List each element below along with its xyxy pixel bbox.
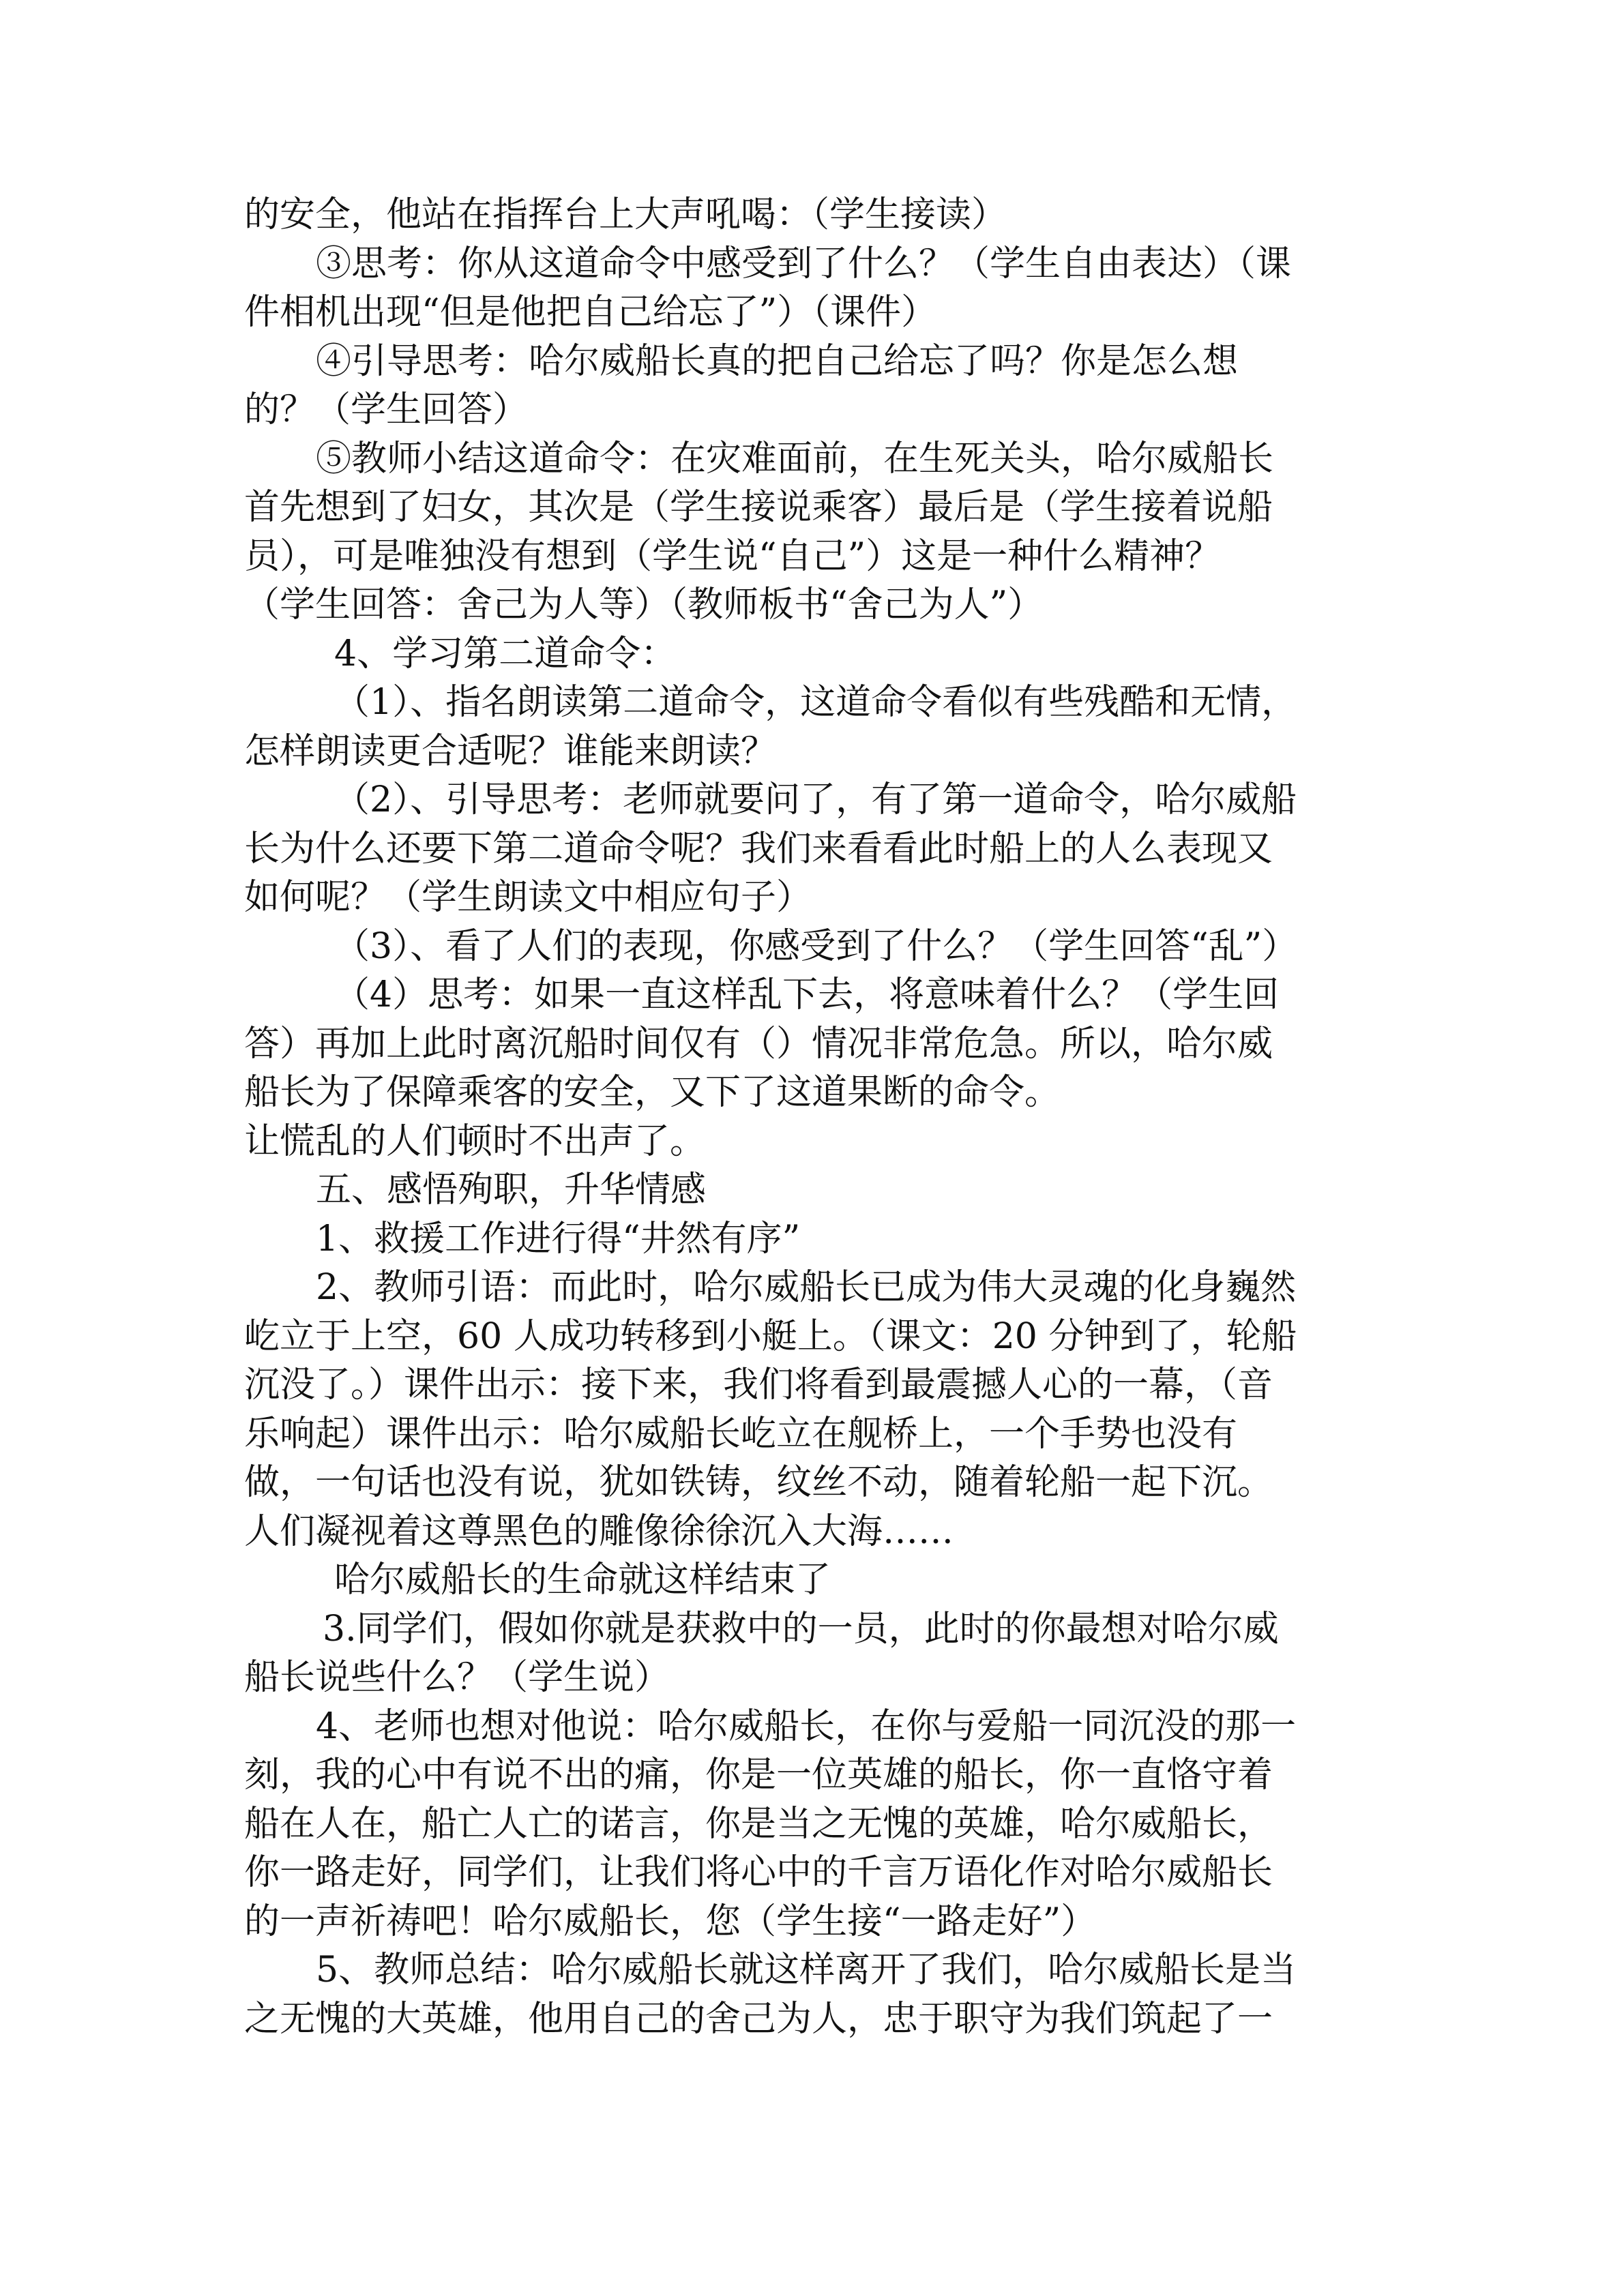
text-line: 船长说些什么？（学生说） bbox=[244, 1657, 670, 1698]
section-heading: 4、学习第二道命令： bbox=[334, 633, 677, 674]
text-line: 如何呢？（学生朗读文中相应句子） bbox=[244, 877, 812, 918]
text-line: 2、教师引语：而此时，哈尔威船长已成为伟大灵魂的化身巍然 bbox=[316, 1267, 1297, 1308]
text-line: （学生回答：舍己为人等）（教师板书“舍己为人”） bbox=[244, 584, 1044, 625]
text-line: 5、教师总结：哈尔威船长就这样离开了我们，哈尔威船长是当 bbox=[316, 1950, 1297, 1991]
text-line: （2）、引导思考：老师就要问了，有了第一道命令，哈尔威船 bbox=[334, 779, 1297, 820]
text-line: 乐响起）课件出示：哈尔威船长屹立在舰桥上，一个手势也没有 bbox=[244, 1413, 1238, 1455]
text-line: 之无愧的大英雄，他用自己的舍己为人，忠于职守为我们筑起了一 bbox=[244, 1998, 1273, 2040]
text-line: 1、救援工作进行得“井然有序” bbox=[316, 1218, 801, 1259]
text-line: 长为什么还要下第二道命令呢？我们来看看此时船上的人么表现又 bbox=[244, 828, 1273, 869]
text-line: 的一声祈祷吧！哈尔威船长，您（学生接“一路走好”） bbox=[244, 1900, 1097, 1942]
text-line: （1）、指名朗读第二道命令，这道命令看似有些残酷和无情， bbox=[334, 682, 1297, 723]
text-line: 件相机出现“但是他把自己给忘了”）（课件） bbox=[244, 292, 937, 333]
document-body bbox=[244, 191, 1380, 2044]
text-line: ④引导思考：哈尔威船长真的把自己给忘了吗？你是怎么想 bbox=[316, 340, 1239, 382]
section-heading: 五、感悟殉职，升华情感 bbox=[316, 1169, 707, 1210]
text-line: 的安全，他站在指挥台上大声吼喝：（学生接读） bbox=[244, 194, 1007, 235]
text-line: 人们凝视着这尊黑色的雕像徐徐沉入大海…… bbox=[244, 1510, 954, 1552]
text-line: 怎样朗读更合适呢？谁能来朗读？ bbox=[244, 730, 777, 772]
text-line: ③思考：你从这道命令中感受到了什么？（学生自由表达）（课 bbox=[316, 243, 1292, 284]
text-line: 首先想到了妇女，其次是（学生接说乘客）最后是（学生接着说船 bbox=[244, 487, 1273, 528]
text-line: 让慌乱的人们顿时不出声了。 bbox=[244, 1120, 706, 1162]
text-line: 沉没了。）课件出示：接下来，我们将看到最震撼人心的一幕，（音 bbox=[244, 1365, 1273, 1405]
text-line: 船长为了保障乘客的安全，又下了这道果断的命令。 bbox=[244, 1072, 1061, 1113]
text-line: 的？（学生回答） bbox=[244, 389, 529, 430]
text-line: （3）、看了人们的表现，你感受到了什么？（学生回答“乱”） bbox=[334, 925, 1298, 967]
text-line: 你一路走好，同学们，让我们将心中的千言万语化作对哈尔威船长 bbox=[244, 1852, 1273, 1893]
text-line: 3.同学们，假如你就是获救中的一员，此时的你最想对哈尔威 bbox=[323, 1608, 1279, 1650]
text-line: ⑤教师小结这道命令：在灾难面前，在生死关头，哈尔威船长 bbox=[316, 438, 1274, 479]
text-line: 做，一句话也没有说，犹如铁铸，纹丝不动，随着轮船一起下沉。 bbox=[244, 1462, 1273, 1503]
text-line: 员），可是唯独没有想到（学生说“自己”）这是一种什么精神？ bbox=[244, 535, 1221, 577]
text-line: 船在人在，船亡人亡的诺言，你是当之无愧的英雄，哈尔威船长， bbox=[244, 1803, 1273, 1845]
text-line: 哈尔威船长的生命就这样结束了 bbox=[334, 1560, 831, 1600]
text-line: 刻，我的心中有说不出的痛，你是一位英雄的船长，你一直恪守着 bbox=[244, 1755, 1273, 1795]
text-line: 屹立于上空，60 人成功转移到小艇上。（课文：20 分钟到了，轮船 bbox=[244, 1315, 1297, 1357]
text-line: 答）再加上此时离沉船时间仅有（）情况非常危急。所以，哈尔威 bbox=[244, 1023, 1273, 1064]
text-line: 4、老师也想对他说：哈尔威船长，在你与爱船一同沉没的那一 bbox=[316, 1705, 1297, 1747]
text-line: （4）思考：如果一直这样乱下去，将意味着什么？（学生回 bbox=[334, 974, 1280, 1015]
